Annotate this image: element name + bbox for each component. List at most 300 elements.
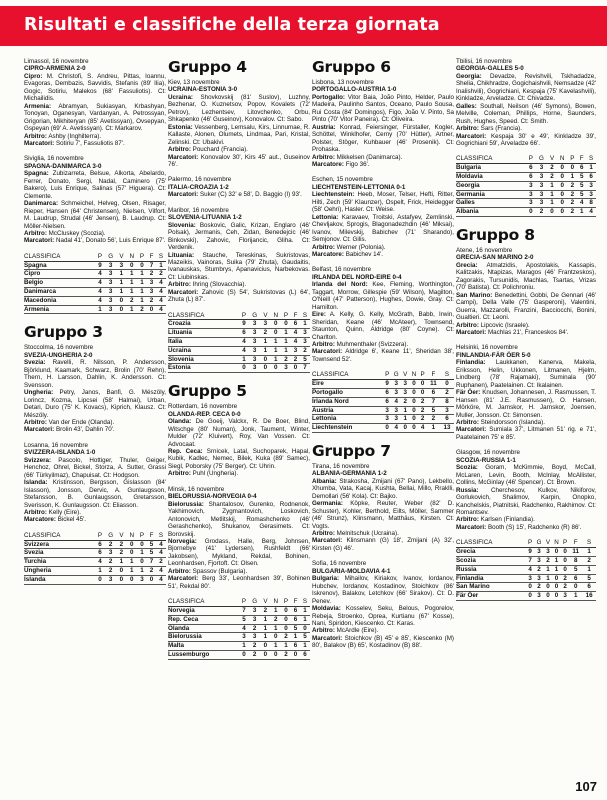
match-title: PORTOGALLO-AUSTRIA 1-0	[312, 86, 397, 94]
paragraph-text: Karavaev, Troitski, Astafyev, Zemlinski, Chevljakov, Sprogis, Blagonadezhdin (46' Miksai), Ivanov, Milevskij, Babichev (71' Sharando), Semjonov. Ct: Gilis.	[312, 213, 454, 244]
table-row	[168, 650, 310, 659]
standings-value: 2	[534, 565, 544, 574]
standings-value: 1	[239, 642, 249, 651]
paragraph-label: Svizzera:	[24, 456, 52, 464]
paragraph-label: Marcatore:	[24, 516, 56, 524]
standings-value: 6	[586, 173, 596, 182]
standings-value: 5	[577, 173, 586, 182]
standings-value: 5	[577, 190, 586, 199]
standings-value: 6	[440, 415, 454, 424]
standings-value: 7	[427, 397, 440, 406]
standings-value: 0	[281, 615, 291, 624]
standings-team: Slovenia	[168, 355, 239, 364]
paragraph-label: Albania:	[312, 477, 337, 485]
paragraph-label: Marcatori:	[24, 237, 55, 245]
standings-value: 2	[567, 181, 577, 190]
paragraph-text: Kespaja 30' e 49', Kinkladze 39', Gogrichiani 59', Arveladze 66'.	[456, 132, 596, 147]
match-paragraph	[312, 191, 454, 213]
match-report	[456, 344, 596, 441]
standings-value: 4	[391, 424, 401, 433]
standings-value: 3	[239, 633, 249, 642]
standings-value: 7	[300, 364, 310, 373]
paragraph-label: Estonia:	[168, 123, 193, 131]
paragraph-label: Irlanda del Nord:	[312, 281, 368, 289]
standings-value: 1	[544, 574, 552, 583]
paragraph-text: Brolin 43', Dahlin 70'.	[54, 426, 115, 434]
paragraph-label: Georgia:	[456, 72, 482, 80]
paragraph-text: Suker (C) 32' e 58', D. Baggio (I) 93'.	[198, 191, 302, 199]
standings-team: Malta	[168, 642, 239, 651]
standings-value: 0	[547, 208, 557, 217]
paragraph-text: Zahovic (S) 54', Sukristovas (L) 64', Zhuta (L) 87'.	[168, 288, 310, 304]
standings-value: 7	[147, 558, 156, 567]
standings-header-cell: S	[586, 155, 596, 163]
standings-value: 1	[547, 190, 557, 199]
standings-value: 0	[147, 305, 156, 314]
standings-value: 1	[270, 624, 281, 633]
match-report	[312, 79, 454, 168]
match-paragraph	[24, 509, 166, 516]
match-report	[456, 449, 596, 531]
standings-value: 6	[526, 164, 536, 173]
group-heading: Gruppo 7	[312, 441, 391, 460]
standings-value: 0	[409, 388, 418, 397]
standings-value: 0	[557, 199, 568, 208]
table-row	[456, 199, 596, 208]
paragraph-text: Atmatzidis, Apostolakis, Kassapis, Kalitzakis, Ntapizas, Maragos (46' Frantzeskos), Zagorakis, Tursunidis, Machlas, Tsartas, Vrizas (70' Batista). Ct: Polichroniu.	[456, 261, 596, 292]
standings-team: Austria	[312, 406, 383, 415]
match-paragraph	[312, 575, 454, 605]
standings-header-cell: F	[569, 539, 582, 547]
standings-value: 0	[147, 575, 156, 584]
match-paragraph	[24, 230, 166, 237]
paragraph-text: Booth (S) 15', Radchenko (R) 86'.	[486, 523, 582, 531]
table-row	[168, 338, 310, 347]
match-report	[456, 58, 596, 147]
standings-value: 6	[300, 650, 310, 659]
standings-value: 6	[239, 329, 249, 338]
standings-header-cell: P	[561, 539, 569, 547]
table-row	[168, 615, 310, 624]
standings-value: 2	[567, 199, 577, 208]
standings-value: 6	[95, 540, 105, 549]
standings-value: 4	[156, 549, 166, 558]
match-paragraph	[24, 457, 166, 479]
paragraph-text: Van der Ende (Olanda).	[46, 418, 115, 426]
standings-header-cell: CLASSIFICA	[24, 253, 95, 261]
standings-value: 3	[249, 355, 261, 364]
standings-value: 0	[418, 388, 426, 397]
standings-value: 11	[427, 380, 440, 389]
match-paragraph	[456, 292, 596, 322]
table-row	[456, 565, 596, 574]
paragraph-label: Moldavia:	[312, 605, 341, 613]
standings-value: 3	[249, 320, 261, 329]
paragraph-text: Konrad, Feiersinger, Fürstaller, Kogler, Schöttel, Winklhofer, Cerny (70' Hütter), Artner, Polster, Stöger, Kuhbauer (46' Prosenik). Ct: Prohaska.	[312, 123, 454, 154]
paragraph-label: Arbitro:	[168, 146, 191, 154]
group-heading: Gruppo 4	[168, 58, 247, 76]
match-paragraph	[168, 252, 310, 282]
standings-team: Estonia	[168, 364, 239, 373]
standings-team: Belgio	[24, 279, 95, 288]
standings-value: 6	[291, 320, 300, 329]
standings-value: 3	[544, 548, 552, 557]
standings-team: Russia	[456, 565, 526, 574]
match-paragraph	[168, 575, 310, 590]
standings-value: 3	[401, 380, 409, 389]
table-row	[24, 540, 166, 549]
standings-value: 0	[116, 305, 126, 314]
paragraph-label: Lettonia:	[312, 213, 339, 221]
standings-header-cell: CLASSIFICA	[24, 532, 95, 540]
match-date: Lisbona, 13 novembre	[312, 79, 374, 86]
standings-value: 3	[536, 199, 547, 208]
standings-value: 1	[137, 549, 147, 558]
standings-value: 2	[567, 190, 577, 199]
paragraph-text: Boskovic, Galic, Krizan, Englaro (46' Polsak), Jermanis, Ceh, Zidan, Benedejcic (46' Binkovski), Zahovic, Florijancic, Gliha. Ct: Verdenik.	[168, 221, 310, 252]
table-row	[168, 329, 310, 338]
paragraph-label: Liechtenstein:	[312, 191, 355, 199]
standings-value: 7	[239, 606, 249, 615]
paragraph-text: Melnitschuk (Ucraina).	[334, 529, 399, 537]
paragraph-label: Marcatori:	[24, 426, 55, 434]
standings-team: Macedonia	[24, 296, 95, 305]
standings-value: 2	[270, 615, 281, 624]
standings-team: Lituania	[168, 329, 239, 338]
match-paragraph	[312, 530, 454, 537]
paragraph-label: Arbitro:	[456, 321, 479, 329]
standings-value: 3	[391, 388, 401, 397]
match-title: LIECHTENSTEIN-LETTONIA 0-1	[312, 183, 406, 191]
standings-team: Fär Öer	[456, 592, 526, 601]
paragraph-label: Arbitro:	[168, 567, 191, 575]
match-report	[312, 463, 454, 552]
paragraph-text: Strakosha, Zmijani (67' Pano), Lekbello, Xhumba, Vata, Kacaj, Kushta, Bellai, Millo, Rraklli, Demollari (56' Kola). Ct: Bajko.	[312, 477, 454, 500]
standings-value: 3	[440, 406, 454, 415]
paragraph-text: Spassov (Bulgaria).	[190, 567, 248, 575]
standings-value: 6	[569, 574, 582, 583]
standings-value: 5	[147, 540, 156, 549]
match-title: ITALIA-CROAZIA 1-2	[168, 183, 229, 191]
standings-team: Armenia	[24, 305, 95, 314]
standings-value: 1	[281, 329, 291, 338]
match-paragraph	[168, 501, 310, 538]
paragraph-text: Berg 33', Leonhardsen 39', Bohinen 51', Rekdal 80'.	[168, 575, 310, 590]
paragraph-text: Ihring (Slovacchia).	[190, 281, 247, 289]
match-date: Siviglia, 16 novembre	[24, 155, 84, 163]
standings-value: 1	[427, 424, 440, 433]
standings-value: 2	[147, 270, 156, 279]
match-date: Kiev, 13 novembre	[168, 79, 220, 86]
match-report	[168, 486, 310, 590]
paragraph-text: Stoichkov (B) 45' e 85', Kiescenko (M) 80', Balakov (B) 65', Kostadinov (B) 88'.	[312, 634, 454, 650]
standings-value: 1	[547, 181, 557, 190]
standings-header-cell: G	[105, 253, 117, 261]
match-date: Helsinki, 16 novembre	[456, 344, 518, 352]
paragraph-label: Bielorussia:	[168, 500, 204, 508]
standings-value: 5	[300, 355, 310, 364]
standings-value: 1	[281, 338, 291, 347]
table-row	[24, 549, 166, 558]
standings-header-cell: P	[95, 532, 105, 540]
standings-value: 2	[105, 540, 117, 549]
paragraph-text: Srnicek, Latal, Suchoparek, Hapal, Kubik, Kadlec, Nemec, Bilek, Kuka (89' Samec), Siegl, Poborsky (75' Berger). Ct: Uhrin.	[168, 447, 310, 470]
paragraph-label: Arbitro:	[312, 153, 335, 161]
standings-value: 2	[300, 346, 310, 355]
standings-value: 0	[569, 583, 582, 592]
paragraph-label: Portogallo:	[312, 93, 345, 101]
standings-value: 2	[561, 583, 569, 592]
paragraph-text: Kelly (Eire).	[46, 508, 81, 516]
match-paragraph	[312, 348, 454, 363]
standings-value: 3	[534, 548, 544, 557]
standings-value: 4	[156, 305, 166, 314]
standings-value: 0	[126, 549, 137, 558]
match-title: OLANDA-REP. CECA 0-0	[168, 410, 241, 418]
standings-header-cell: V	[116, 253, 126, 261]
standings-team: Olanda	[168, 624, 239, 633]
match-paragraph	[312, 94, 454, 124]
standings-team: Bulgaria	[456, 164, 526, 173]
paragraph-text: Southall, Neilson (46' Symons), Bowen, Melville, Coleman, Phillips, Horne, Saunders, Rush, Hughes, Speed. Ct: Smith.	[456, 102, 596, 125]
standings-value: 0	[557, 181, 568, 190]
standings-value: 4	[95, 270, 105, 279]
standings-team: Rep. Ceca	[168, 615, 239, 624]
match-report	[456, 247, 596, 336]
standings-value: 3	[391, 415, 401, 424]
paragraph-text: Ravelli, R. Nilsson, P. Andersson, Björklund, Kaamark, Schwarz, Brolin (70' Rehn), Thern, H. Larsson, Dahlin, K. Andersson. Ct: Svensson.	[24, 359, 166, 389]
paragraph-label: Svezia:	[24, 359, 46, 367]
standings-header-cell: S	[156, 253, 166, 261]
standings-value: 1	[582, 565, 596, 574]
standings-value: 1	[260, 615, 270, 624]
match-paragraph	[456, 125, 596, 132]
standings-value: 0	[557, 208, 568, 217]
standings-value: 6	[526, 173, 536, 182]
standings-value: 3	[534, 556, 544, 565]
standings-header-row	[456, 155, 596, 163]
paragraph-text: Shantalosov, Gurenko, Rodnenok, Yakhimovich, Zygmantovich, Loskovich, Antonovich, Metlitskij, Romashchenko (46' Gerashchenko), Shukanov, Gerasimets. Ct: Borovskij.	[168, 500, 310, 538]
standings-value: 2	[147, 296, 156, 305]
paragraph-label: Arbitro:	[24, 229, 47, 237]
standings-value: 3	[249, 346, 261, 355]
match-report	[312, 266, 454, 363]
standings-header-cell: N	[557, 155, 568, 163]
table-row	[168, 624, 310, 633]
paragraph-label: Marcatori:	[456, 523, 487, 531]
standings-value: 4	[95, 288, 105, 297]
standings-block	[24, 253, 166, 315]
standings-value: 1	[544, 565, 552, 574]
standings-value: 0	[116, 575, 126, 584]
standings-team: San Marino	[456, 583, 526, 592]
standings-value: 0	[239, 650, 249, 659]
match-paragraph	[24, 426, 166, 433]
standings-value: 0	[260, 355, 270, 364]
standings-value: 3	[561, 592, 569, 601]
match-title: SVEZIA-UNGHERIA 2-0	[24, 351, 93, 359]
paragraph-text: Pascolo, Hottiger, Thuler, Geiger, Henchoz, Ohrel, Bickel, Storza, A. Sutter, Grassi (66' Türkyilmaz), Chapuisat. Ct: Hodgson.	[24, 456, 166, 479]
match-report	[24, 442, 166, 524]
standings-value: 1	[126, 567, 137, 576]
match-title: CIPRO-ARMENIA 2-0	[24, 65, 86, 73]
standings-team: Islanda	[24, 575, 95, 584]
paragraph-text: McCluskey (Scozia).	[46, 229, 106, 237]
match-paragraph	[312, 537, 454, 552]
paragraph-label: Marcatori:	[312, 537, 343, 545]
standings-value: 0	[544, 583, 552, 592]
paragraph-label: Marcatori:	[168, 288, 199, 296]
match-paragraph	[456, 329, 596, 336]
standings-value: 3	[391, 380, 401, 389]
standings-value: 7	[526, 556, 534, 565]
standings-value: 2	[427, 415, 440, 424]
paragraph-label: Cipro:	[24, 72, 43, 80]
match-paragraph	[168, 470, 310, 477]
match-paragraph	[24, 237, 166, 244]
paragraph-label: Arbitro:	[312, 340, 335, 348]
standings-header-cell: N	[552, 539, 561, 547]
match-title: BULGARIA-MOLDAVIA 4-1	[312, 567, 391, 575]
match-date: Stoccolma, 16 novembre	[24, 344, 94, 352]
paragraph-label: Arbitro:	[456, 418, 479, 426]
paragraph-label: Marcatori:	[456, 426, 487, 434]
paragraph-text: Schmeichel, Helveg, Olsen, Risager, Rieper, Hansen (64' Christensen), Nielsen, Vilfort, M. Laudrup, Strudal (46' Jensen), B. Laudrup. Ct: Möller-Nielsen.	[24, 200, 166, 230]
standings-value: 1	[126, 305, 137, 314]
standings-value: 0	[281, 624, 291, 633]
match-date: Palermo, 16 novembre	[168, 176, 232, 184]
paragraph-text: Sumiala 37', Litmanen 51' rig. e 71', Paatelainen 75' e 85'.	[456, 426, 596, 441]
table-row	[312, 397, 454, 406]
standings-value: 2	[249, 642, 261, 651]
standings-value: 13	[440, 424, 454, 433]
paragraph-label: Arbitro:	[312, 627, 335, 635]
standings-value: 0	[116, 567, 126, 576]
standings-header-cell: N	[126, 253, 137, 261]
standings-value: 0	[557, 173, 568, 182]
standings-value: 3	[526, 574, 534, 583]
standings-value: 2	[547, 164, 557, 173]
match-paragraph	[24, 133, 166, 140]
paragraph-text: Karlsen (Finlandia).	[478, 516, 535, 524]
standings-value: 2	[544, 556, 552, 565]
standings-value: 1	[586, 164, 596, 173]
paragraph-text: Kee, Fleming, Worthington, Taggart, Morrow, Gillespie (59' Wilson), Magilton, O'Neill (47' Patterson), Hughes, Dowie, Gray. Ct: Hamilton.	[312, 281, 454, 311]
standings-value: 1	[95, 567, 105, 576]
standings-team: Irlanda Nord	[312, 397, 383, 406]
paragraph-label: Marcatori:	[456, 329, 487, 336]
standings-value: 1	[116, 279, 126, 288]
standings-value: 3	[534, 592, 544, 601]
standings-value: 3	[391, 406, 401, 415]
standings-value: 4	[239, 346, 249, 355]
standings-header-cell: P	[526, 155, 536, 163]
match-paragraph	[168, 568, 310, 575]
standings-value: 2	[547, 173, 557, 182]
standings-team: Bielorussia	[168, 633, 239, 642]
standings-value: 2	[561, 574, 569, 583]
standings-value: 3	[105, 575, 117, 584]
standings-value: 1	[300, 606, 310, 615]
paragraph-text: Grodass, Halle, Berg, Johnsen, Bjornebye (41' Lydersen), Rushfeldt (66' Jakobsen), Mykland, Rekdal, Bohinen, Leonhardsen, Fjortoft. Ct: Olsen.	[168, 537, 310, 568]
paragraph-label: Rep. Ceca:	[168, 447, 203, 455]
standings-header-cell: N	[126, 532, 137, 540]
standings-value: 2	[567, 208, 577, 217]
standings-value: 1	[137, 288, 147, 297]
paragraph-label: Arbitro:	[24, 132, 47, 140]
match-date: Eschen, 15 novembre	[312, 176, 373, 184]
standings-team: Danimarca	[24, 288, 95, 297]
match-report	[168, 79, 310, 168]
paragraph-text: Steindorsson (Islanda).	[478, 418, 545, 426]
standings-value: 1	[281, 642, 291, 651]
standings-value: 3	[116, 261, 126, 270]
standings-value: 0	[552, 574, 561, 583]
standings-team: Galles	[456, 199, 526, 208]
standings-value: 2	[105, 567, 117, 576]
standings-header-cell: F	[291, 312, 300, 320]
standings-value: 2	[418, 397, 426, 406]
standings-value: 1	[239, 355, 249, 364]
standings-value: 0	[552, 583, 561, 592]
table-row	[168, 364, 310, 373]
paragraph-text: Shovkovskij (81' Suslov), Luzhny, Bezhenar, O. Kuznetsov, Popov, Kovalets (72' Petrov), Lezhentsev, Litovchenko, Orbu, Shkapenko (46' Guseinov), Konovalov. Ct: Sabo.	[168, 93, 310, 124]
standings-value: 3	[105, 270, 117, 279]
match-paragraph	[312, 281, 454, 311]
paragraph-text: Konovalov 30', Kirs 45' aut., Guseinov 76'.	[168, 153, 310, 168]
standings-value: 2	[281, 650, 291, 659]
standings-header-row	[312, 371, 454, 379]
standings-value: 2	[249, 650, 261, 659]
table-row	[168, 642, 310, 651]
column-3	[312, 58, 454, 658]
standings-value: 3	[536, 190, 547, 199]
match-date: Glasgow, 16 novembre	[456, 449, 520, 457]
standings-header-row	[168, 312, 310, 320]
standings-value: 3	[249, 633, 261, 642]
standings-header-cell: P	[137, 532, 147, 540]
match-date: Atene, 16 novembre	[456, 247, 513, 255]
column-1	[24, 58, 166, 594]
standings-header-cell: P	[239, 312, 249, 320]
paragraph-text: Figo 36'.	[343, 160, 370, 168]
standings-value: 0	[526, 592, 534, 601]
standings-value: 4	[391, 397, 401, 406]
standings-value: 3	[249, 364, 261, 373]
standings-team: Georgia	[456, 181, 526, 190]
standings-value: 4	[526, 565, 534, 574]
standings-team: Albania	[456, 208, 526, 217]
standings-value: 0	[409, 380, 418, 389]
standings-value: 0	[270, 320, 281, 329]
match-paragraph	[168, 289, 310, 304]
paragraph-label: Ucraina:	[168, 93, 194, 101]
standings-value: 6	[95, 549, 105, 558]
standings-value: 1	[552, 556, 561, 565]
table-row	[456, 164, 596, 173]
standings-value: 0	[557, 164, 568, 173]
standings-value: 4	[95, 296, 105, 305]
standings-header-cell: G	[534, 539, 544, 547]
match-title: GEORGIA-GALLES 5-0	[456, 65, 524, 73]
match-title: BIELORUSSIA-NORVEGIA 0-4	[168, 493, 257, 501]
standings-value: 5	[147, 549, 156, 558]
standings-value: 4	[239, 338, 249, 347]
standings-team: Ungheria	[24, 567, 95, 576]
standings-value: 5	[427, 406, 440, 415]
standings-value: 2	[260, 606, 270, 615]
standings-header-cell: F	[147, 532, 156, 540]
